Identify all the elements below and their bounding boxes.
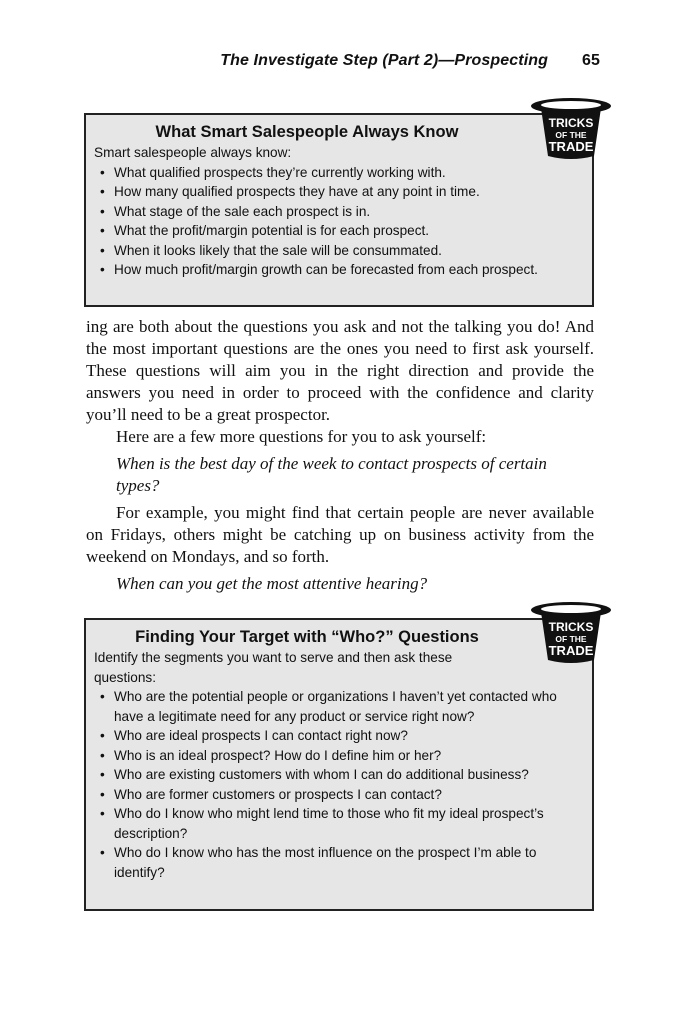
tip-box-list <box>94 163 582 280</box>
badge-line-2: OF THE <box>555 634 587 644</box>
running-head <box>0 52 600 70</box>
tricks-of-the-trade-hat-icon <box>528 600 614 664</box>
badge-line-3: TRADE <box>548 643 594 658</box>
badge-line-1: TRICKS <box>548 116 594 130</box>
list-item: • Who is an ideal prospect? How do I define him or her? <box>94 746 582 766</box>
list-item: • Who are ideal prospects I can contact right now? <box>94 726 582 746</box>
list-item: • What the profit/margin potential is for each prospect. <box>94 221 582 241</box>
list-item: • How many qualified prospects they have at any point in time. <box>94 182 582 202</box>
body-paragraph: For example, you might find that certain people are never available on Fridays, others might be catching up on business activity from the weekend on Mondays, and so forth. <box>86 503 594 566</box>
list-item: • Who are former customers or prospects I can contact? <box>94 785 582 805</box>
body-paragraph: ing are both about the questions you ask and not the talking you do! And the most important questions are the ones you need to first ask yourself. These questions will aim you in the right direction and provide the answers you need in order to proceed with the confidence and clarity you’ll need to be a great prospector. <box>86 317 594 424</box>
body-paragraph: Here are a few more questions for you to ask yourself: <box>116 427 487 446</box>
tip-box-intro: Identify the segments you want to serve and then ask these questions: <box>94 650 453 685</box>
question-text: When can you get the most attentive hearing? <box>116 574 428 593</box>
badge-line-1: TRICKS <box>548 620 594 634</box>
tip-box-smart-salespeople <box>84 113 594 307</box>
tip-box-who-questions <box>84 618 594 911</box>
badge-line-2: OF THE <box>555 130 587 140</box>
tricks-of-the-trade-hat-icon <box>528 96 614 160</box>
question-text: When is the best day of the week to contact prospects of certain types? <box>116 454 547 495</box>
tip-box-title: Finding Your Target with “Who?” Questions <box>135 628 479 646</box>
list-item: • Who are existing customers with whom I can do additional business? <box>94 765 582 785</box>
list-item: • How much profit/margin growth can be forecasted from each prospect. <box>94 260 582 280</box>
list-item: • What qualified prospects they’re currently working with. <box>94 163 582 183</box>
list-item: • Who are the potential people or organizations I haven’t yet contacted who have a legitimate need for any product or service right now? <box>94 687 582 726</box>
chapter-title: The Investigate Step (Part 2)—Prospecting <box>220 52 548 69</box>
page-number: 65 <box>582 52 600 69</box>
list-item: • When it looks likely that the sale will be consummated. <box>94 241 582 261</box>
list-item: • What stage of the sale each prospect is in. <box>94 202 582 222</box>
tip-box-title: What Smart Salespeople Always Know <box>155 123 459 141</box>
list-item: • Who do I know who might lend time to those who fit my ideal prospect’s description? <box>94 804 582 843</box>
badge-line-3: TRADE <box>548 139 594 154</box>
list-item: • Who do I know who has the most influence on the prospect I’m able to identify? <box>94 843 582 882</box>
tip-box-intro: Smart salespeople always know: <box>94 145 292 160</box>
tip-box-list <box>94 687 582 882</box>
